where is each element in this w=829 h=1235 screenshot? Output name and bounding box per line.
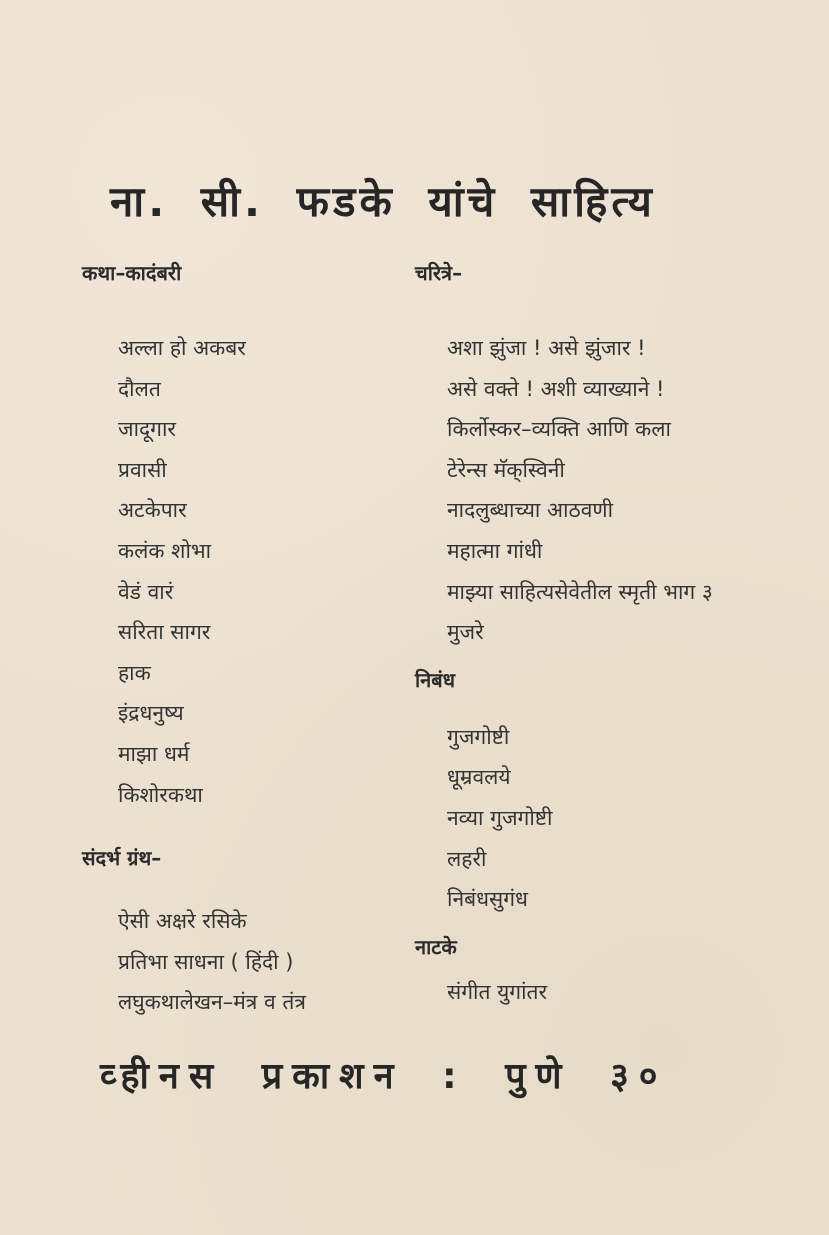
list-item: माझ्या साहित्यसेवेतील स्मृती भाग ३: [447, 579, 713, 604]
list-item: अटकेपार: [118, 498, 187, 523]
section-reference: [82, 843, 402, 1023]
list-item: किशोरकथा: [118, 782, 203, 807]
list-item: अशा झुंजा ! असे झुंजार !: [447, 336, 646, 360]
list-item: लहरी: [447, 846, 487, 871]
plays-list: [415, 972, 815, 1013]
list-item: हाक: [118, 660, 151, 685]
page-title: ना. सी. फडके यांचे साहित्य: [110, 177, 656, 226]
list-item: गुजगोष्टी: [447, 724, 510, 749]
list-item: धूम्रवलये: [447, 765, 511, 790]
list-item: माझा धर्म: [118, 741, 190, 766]
essays-list: [415, 717, 815, 920]
reference-list: [82, 901, 402, 1023]
list-item: महात्मा गांधी: [447, 538, 543, 563]
section-plays: [415, 932, 815, 1013]
list-item: असे वक्ते ! अशी व्याख्याने !: [447, 376, 665, 401]
list-item: मुजरे: [447, 620, 484, 645]
list-item: प्रतिभा साधना ( हिंदी ): [118, 949, 294, 974]
list-item: संगीत युगांतर: [447, 979, 548, 1004]
list-item: टेरेन्स मॅक्‌स्विनी: [447, 457, 565, 482]
list-item: इंद्रधनुष्य: [118, 701, 184, 726]
list-item: सरिता सागर: [118, 620, 211, 645]
list-item: जादूगार: [118, 417, 177, 442]
list-item: ऐसी अक्षरे रसिके: [118, 909, 247, 934]
section-heading-plays: नाटके: [415, 934, 457, 959]
left-column: [82, 258, 402, 1023]
section-heading-essays: निबंध: [415, 667, 455, 692]
list-item: नव्या गुजगोष्टी: [447, 805, 553, 830]
section-essays: [415, 665, 815, 920]
list-item: प्रवासी: [118, 457, 167, 482]
right-column: [415, 258, 815, 1012]
fiction-list: [82, 328, 402, 815]
section-fiction: [82, 258, 402, 815]
list-item: कलंक शोभा: [118, 538, 212, 563]
list-item: वेडं वारं: [118, 579, 174, 604]
publisher-line: व्हीनस प्रकाशन : पुणे ३०: [100, 1056, 668, 1097]
list-item: अल्ला हो अकबर: [118, 336, 246, 360]
biographies-list: [415, 328, 815, 653]
section-biographies: [415, 258, 815, 653]
list-item: लघुकथालेखन–मंत्र व तंत्र: [118, 990, 306, 1015]
list-item: निबंधसुगंध: [447, 887, 528, 912]
section-heading-fiction: कथा–कादंबरी: [82, 261, 182, 285]
section-heading-biographies: चरित्रे–: [415, 261, 463, 285]
list-item: दौलत: [118, 376, 161, 401]
section-heading-reference: संदर्भ ग्रंथ–: [82, 846, 162, 871]
list-item: नादलुब्धाच्या आठवणी: [447, 498, 614, 523]
list-item: किर्लोस्कर–व्यक्ति आणि कला: [447, 417, 671, 442]
